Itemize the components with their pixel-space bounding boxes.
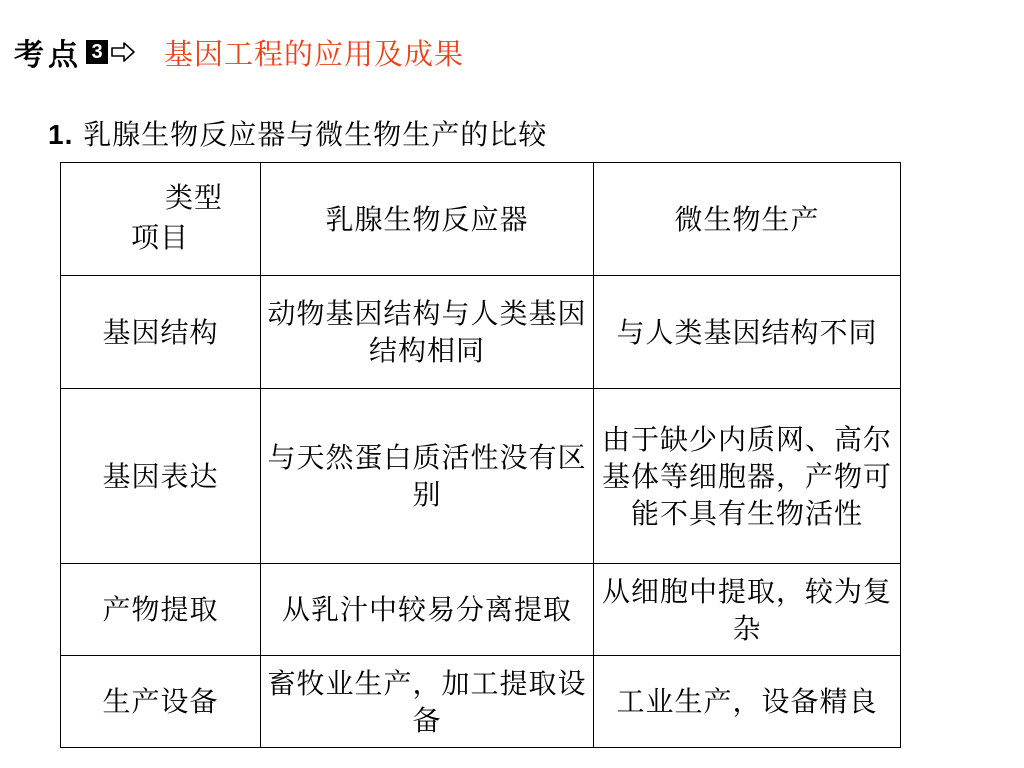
comparison-table (60, 162, 901, 748)
section-title-text: 乳腺生物反应器与微生物生产的比较 (83, 118, 548, 151)
topic-number-badge: 3 (86, 40, 108, 64)
table-cell: 工业生产，设备精良 (594, 656, 901, 748)
table-cell: 由于缺少内质网、高尔基体等细胞器，产物可能不具有生物活性 (594, 389, 901, 564)
topic-title: 基因工程的应用及成果 (164, 36, 465, 71)
corner-type-label: 类型 (165, 181, 224, 214)
table-row (61, 656, 901, 748)
corner-item-label: 项目 (131, 221, 190, 254)
corner-cell (61, 163, 261, 276)
slide-header (14, 30, 464, 74)
table-row (61, 389, 901, 564)
section-title (48, 113, 547, 153)
kaodian-label: 考点 (14, 38, 82, 73)
section-number: 1. (48, 119, 74, 150)
arrow-right-icon (110, 40, 136, 64)
table-cell: 从乳汁中较易分离提取 (261, 564, 594, 656)
table-cell: 与天然蛋白质活性没有区别 (261, 389, 594, 564)
row-label: 基因结构 (61, 276, 261, 389)
table-cell: 从细胞中提取，较为复杂 (594, 564, 901, 656)
row-label: 基因表达 (61, 389, 261, 564)
table-header-row (61, 163, 901, 276)
table-cell: 畜牧业生产，加工提取设备 (261, 656, 594, 748)
table-cell: 与人类基因结构不同 (594, 276, 901, 389)
row-label: 产物提取 (61, 564, 261, 656)
table-row (61, 276, 901, 389)
table-cell: 动物基因结构与人类基因结构相同 (261, 276, 594, 389)
table-row (61, 564, 901, 656)
row-label: 生产设备 (61, 656, 261, 748)
column-header-microbial: 微生物生产 (594, 163, 901, 276)
column-header-mammary: 乳腺生物反应器 (261, 163, 594, 276)
